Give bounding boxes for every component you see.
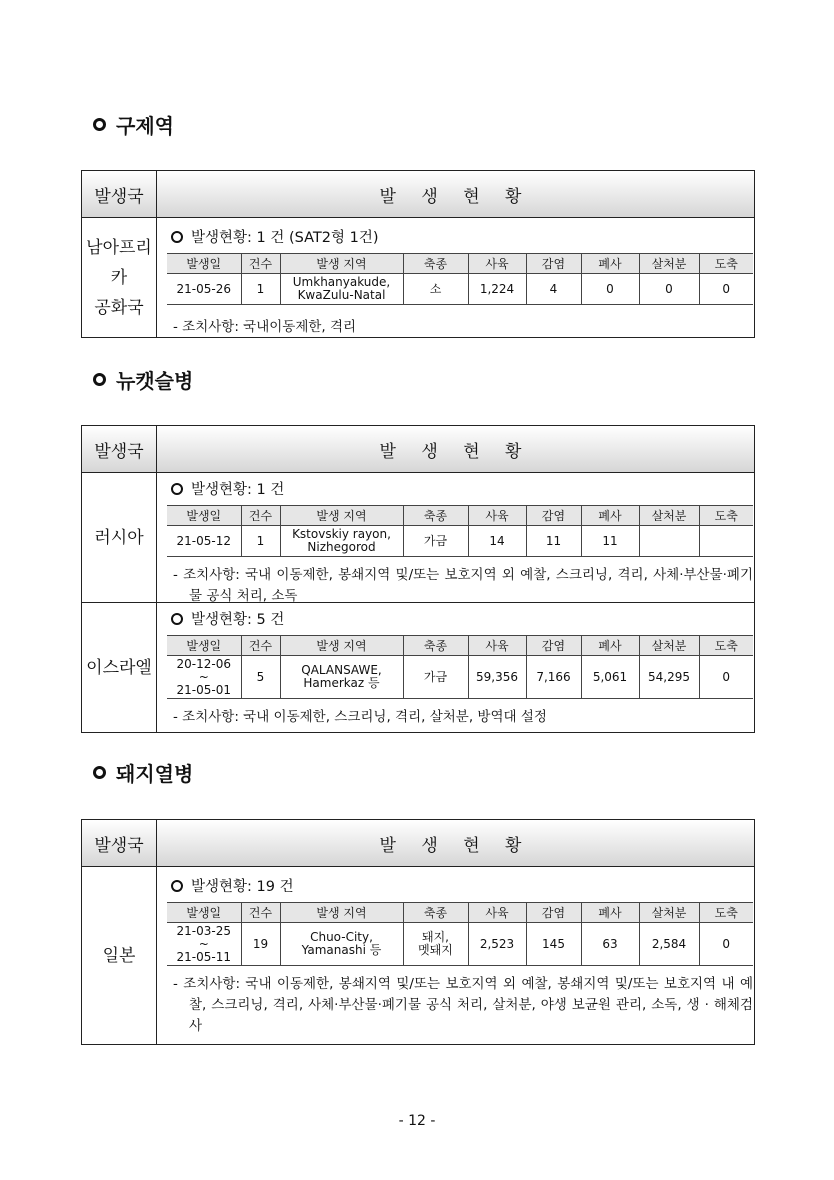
- measures-text: - 조치사항: 국내 이동제한, 봉쇄지역 및/또는 보호지역 외 예찰, 봉쇄지역 및/또는 보호지역 내 예찰, 스크리닝, 격리, 사체·부산물·폐기물 공식 처리, 살처분, 야생 보균원 관리, 소독, 생 · 해체검사: [173, 976, 753, 1034]
- page-number: - 12 -: [398, 1113, 436, 1129]
- table-row: 20-12-06 ~ 21-05-01 5 QALANSAWE, Hamerkaz 등 가금 59,356 7,166 5,061 54,295 0: [167, 656, 753, 699]
- header-country: 발생국: [82, 171, 157, 217]
- country-name: 러시아: [82, 473, 157, 602]
- status-detail: [157, 473, 761, 602]
- outbreak-table: [167, 902, 753, 966]
- country-row: [82, 602, 754, 732]
- column-header-row: 발생일 건수 발생 지역 축종 사육 감염 폐사 살처분 도축: [167, 903, 753, 923]
- header-status: 발 생 현 황: [379, 835, 532, 856]
- status-line: 발생현황: 1 건 (SAT2형 1건): [171, 226, 753, 247]
- country-row: [82, 473, 754, 602]
- section-title-fmd: [93, 110, 174, 139]
- circle-bullet-icon: [171, 613, 183, 625]
- country-row: [82, 867, 754, 1044]
- status-line: 발생현황: 5 건: [171, 608, 753, 629]
- outbreak-table: [167, 635, 753, 699]
- country-name: 일본: [82, 867, 157, 1044]
- newcastle-table: [81, 425, 755, 733]
- status-detail: [157, 218, 761, 337]
- table-row: 21-05-12 1 Kstovskiy rayon, Nizhegorod 가금 14 11 11: [167, 526, 753, 557]
- column-header-row: 발생일 건수 발생 지역 축종 사육 감염 폐사 살처분 도축: [167, 254, 753, 274]
- table-row: 21-05-26 1 Umkhanyakude, KwaZulu-Natal 소 1,224 4 0 0 0: [167, 274, 753, 305]
- status-line: 발생현황: 1 건: [171, 478, 753, 499]
- csf-table: [81, 819, 755, 1045]
- section-title-csf: [93, 758, 193, 787]
- header-country: 발생국: [82, 820, 157, 866]
- fmd-table: [81, 170, 755, 338]
- country-name: 이스라엘: [82, 603, 157, 732]
- header-status: 발 생 현 황: [379, 186, 532, 207]
- country-name: 남아프리카 공화국: [82, 218, 157, 337]
- status-detail: [157, 603, 761, 732]
- section-title-text: 뉴캣슬병: [116, 369, 194, 393]
- column-header-row: 발생일 건수 발생 지역 축종 사육 감염 폐사 살처분 도축: [167, 506, 753, 526]
- section-title-text: 구제역: [116, 114, 174, 138]
- table-row: 21-03-25 ~ 21-05-11 19 Chuo-City, Yamanashi 등 돼지, 멧돼지 2,523 145 63 2,584 0: [167, 923, 753, 966]
- circle-bullet-icon: [171, 483, 183, 495]
- table-header: [82, 820, 754, 867]
- country-row: [82, 218, 754, 337]
- section-title-newcastle: [93, 365, 193, 394]
- header-status: 발 생 현 황: [379, 441, 532, 462]
- outbreak-table: [167, 505, 753, 557]
- measures-text: - 조치사항: 국내이동제한, 격리: [173, 319, 357, 335]
- section-title-text: 돼지열병: [116, 762, 194, 786]
- header-country: 발생국: [82, 426, 157, 472]
- circle-bullet-icon: [93, 373, 106, 386]
- circle-bullet-icon: [93, 766, 106, 779]
- circle-bullet-icon: [171, 231, 183, 243]
- circle-bullet-icon: [93, 118, 106, 131]
- status-detail: [157, 867, 761, 1044]
- measures-text: - 조치사항: 국내 이동제한, 봉쇄지역 및/또는 보호지역 외 예찰, 스크리닝, 격리, 사체·부산물·폐기물 공식 처리, 소독: [173, 567, 753, 604]
- circle-bullet-icon: [171, 880, 183, 892]
- outbreak-table: [167, 253, 753, 305]
- measures-text: - 조치사항: 국내 이동제한, 스크리닝, 격리, 살처분, 방역대 설정: [173, 709, 547, 725]
- table-header: [82, 171, 754, 218]
- column-header-row: 발생일 건수 발생 지역 축종 사육 감염 폐사 살처분 도축: [167, 636, 753, 656]
- status-line: 발생현황: 19 건: [171, 875, 753, 896]
- table-header: [82, 426, 754, 473]
